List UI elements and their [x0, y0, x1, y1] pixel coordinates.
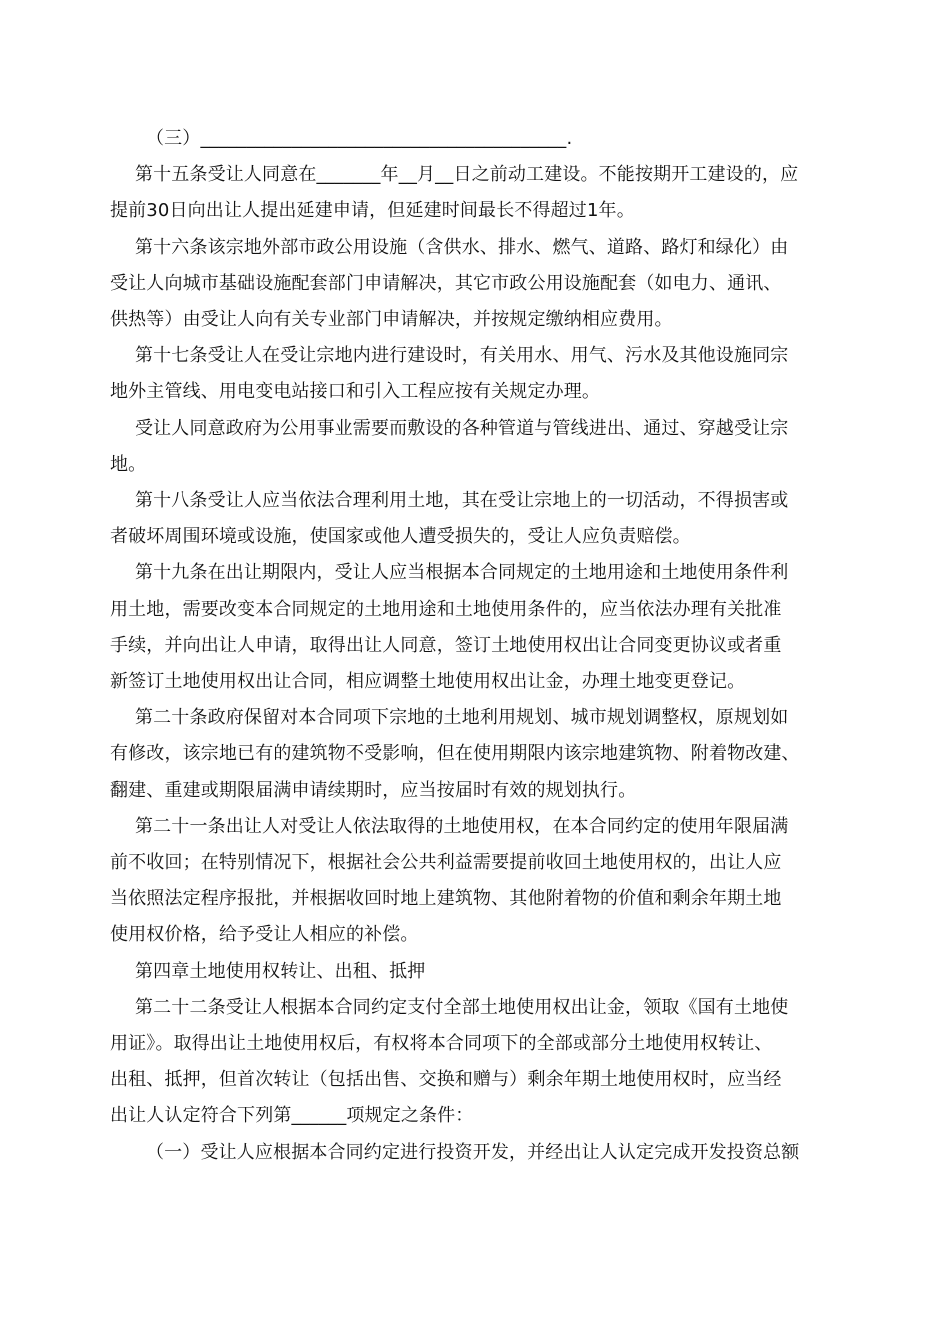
text-line: 出租、抵押，但首次转让（包括出售、交换和赠与）剩余年期土地使用权时，应当经 [110, 1069, 782, 1091]
text-line: 地。 [110, 453, 147, 475]
text-line: 第十六条该宗地外部市政公用设施（含供水、排水、燃气、道路、路灯和绿化）由 [135, 236, 789, 258]
text-line: （一）受让人应根据本合同约定进行投资开发，并经出让人认定完成开发投资总额 [146, 1141, 800, 1163]
text-line: 第四章土地使用权转让、出租、抵押 [135, 960, 426, 982]
text-line: （三）________________________________________. [146, 128, 573, 149]
text-line: 用证》。取得出让土地使用权后，有权将本合同项下的全部或部分土地使用权转让、 [110, 1033, 773, 1055]
text-line: 者破坏周围环境或设施，使国家或他人遭受损失的，受让人应负责赔偿。 [110, 526, 691, 548]
text-line: 供热等）由受让人向有关专业部门申请解决，并按规定缴纳相应费用。 [110, 309, 673, 331]
text-line: 用土地，需要改变本合同规定的土地用途和土地使用条件的，应当依法办理有关批准 [110, 598, 782, 620]
text-line: 新签订土地使用权出让合同，相应调整土地使用权出让金，办理土地变更登记。 [110, 671, 746, 693]
text-line: 第十五条受让人同意在_______年__月__日之前动工建设。不能按期开工建设的，应 [135, 164, 799, 186]
text-line: 提前30日向出让人提出延建申请，但延建时间最长不得超过1年。 [110, 200, 635, 222]
text-line: 第二十一条出让人对受让人依法取得的土地使用权，在本合同约定的使用年限届满 [135, 815, 789, 837]
text-line: 地外主管线、用电变电站接口和引入工程应按有关规定办理。 [110, 381, 601, 403]
text-line: 使用权价格，给予受让人相应的补偿。 [110, 924, 419, 946]
text-line: 第二十条政府保留对本合同项下宗地的土地利用规划、城市规划调整权，原规划如 [135, 707, 789, 729]
text-line: 受让人同意政府为公用事业需要而敷设的各种管道与管线进出、通过、穿越受让宗 [135, 417, 789, 439]
text-line: 手续，并向出让人申请，取得出让人同意，签订土地使用权出让合同变更协议或者重 [110, 634, 782, 656]
document-body [110, 121, 850, 1171]
text-line: 第十八条受让人应当依法合理利用土地，其在受让宗地上的一切活动，不得损害或 [135, 490, 789, 512]
text-line: 第十七条受让人在受让宗地内进行建设时，有关用水、用气、污水及其他设施同宗 [135, 345, 789, 367]
text-line: 第二十二条受让人根据本合同约定支付全部土地使用权出让金，领取《国有土地使 [135, 996, 789, 1018]
text-line: 有修改，该宗地已有的建筑物不受影响，但在使用期限内该宗地建筑物、附着物改建、 [110, 743, 800, 765]
text-line: 当依照法定程序报批，并根据收回时地上建筑物、其他附着物的价值和剩余年期土地 [110, 888, 782, 910]
text-line: 前不收回；在特别情况下，根据社会公共利益需要提前收回土地使用权的，出让人应 [110, 852, 782, 874]
text-line: 受让人向城市基础设施配套部门申请解决，其它市政公用设施配套（如电力、通讯、 [110, 272, 782, 294]
text-line: 翻建、重建或期限届满申请续期时，应当按届时有效的规划执行。 [110, 779, 637, 801]
text-line: 出让人认定符合下列第______项规定之条件： [110, 1105, 474, 1127]
text-line: 第十九条在出让期限内，受让人应当根据本合同规定的土地用途和土地使用条件利 [135, 562, 789, 584]
